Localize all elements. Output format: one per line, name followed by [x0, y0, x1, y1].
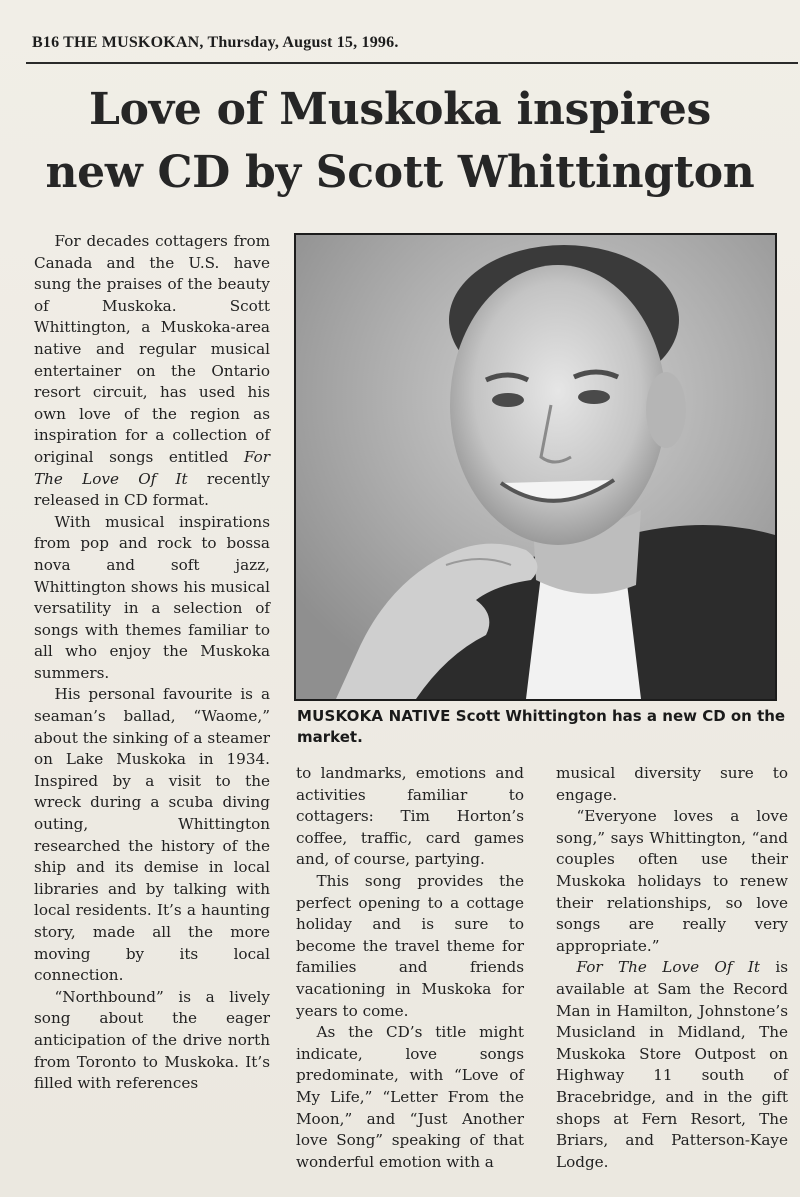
- paragraph-text: is available at Sam the Record Man in Hamilton, Johnstone’s Musicland in Midland, The Muskoka Store Outpost on Highway 11 south of Bracebridge, and in the gift shops at Fern Resort, The Briars, and Patterson-Kaye Lodge.: [556, 958, 789, 1171]
- cd-title: For The Love Of It: [576, 958, 760, 977]
- paragraph: musical diversity sure to engage.: [556, 764, 788, 804]
- headline: [0, 78, 800, 204]
- paragraph: [556, 957, 788, 1173]
- paragraph: “Everyone loves a love song,” says Whittington, “and couples often use their Muskoka holidays to renew their relationships, so love songs are really very appropriate.”: [556, 807, 788, 955]
- article-column-3: [556, 763, 788, 1173]
- portrait-illustration: [296, 235, 775, 699]
- paragraph: [34, 231, 270, 512]
- photo-caption: [297, 706, 787, 748]
- paragraph-text: For decades cottagers from Canada and the U.S. have sung the praises of the beauty of Muskoka. Scott Whittington, a Muskoka-area native and regular musical entertainer on the Ontario resort circuit, has used his own love of the region as inspiration for a collection of original songs entitled: [34, 232, 270, 466]
- portrait-photo: [294, 233, 777, 701]
- paragraph: As the CD’s title might indicate, love songs predominate, with “Love of My Life,” “Letter From the Moon,” and “Just Another love Song” speaking of that wonderful emotion with a: [296, 1023, 524, 1171]
- header-rule: [26, 62, 798, 64]
- cd-title: For The Love Of It: [34, 447, 270, 488]
- dateline: B16 THE MUSKOKAN, Thursday, August 15, 1996.: [32, 34, 399, 51]
- article-column-2: [296, 763, 524, 1173]
- caption-text: Scott Whittington has a new CD on the market.: [297, 707, 786, 746]
- article-column-1: [34, 231, 270, 1095]
- paragraph: His personal favourite is a seaman’s ballad, “Waome,” about the sinking of a steamer on Lake Muskoka in 1934. Inspired by a visit to the wreck during a scuba diving outing, Whittington researched the history of the ship and its demise in local libraries and by talking with local residents. It’s a haunting story, made all the more moving by its local connection.: [34, 685, 270, 985]
- paragraph: “Northbound” is a lively song about the eager anticipation of the drive north from Toronto to Muskoka. It’s filled with references: [34, 987, 270, 1093]
- headline-line-1: Love of Muskoka inspires: [88, 84, 712, 135]
- headline-line-2: new CD by Scott Whittington: [45, 147, 755, 198]
- paragraph: This song provides the perfect opening to a cottage holiday and is sure to become the travel theme for families and friends vacationing in Muskoka for years to come.: [296, 871, 524, 1020]
- caption-lead: MUSKOKA NATIVE: [297, 707, 451, 725]
- paragraph: With musical inspirations from pop and rock to bossa nova and soft jazz, Whittington shows his musical versatility in a selection of songs with themes familiar to all who enjoy the Muskoka summers.: [34, 512, 270, 682]
- paragraph: to landmarks, emotions and activities familiar to cottagers: Tim Horton’s coffee, traffic, card games and, of course, partying.: [296, 764, 524, 869]
- paragraph-text: recently released in CD format.: [34, 469, 270, 510]
